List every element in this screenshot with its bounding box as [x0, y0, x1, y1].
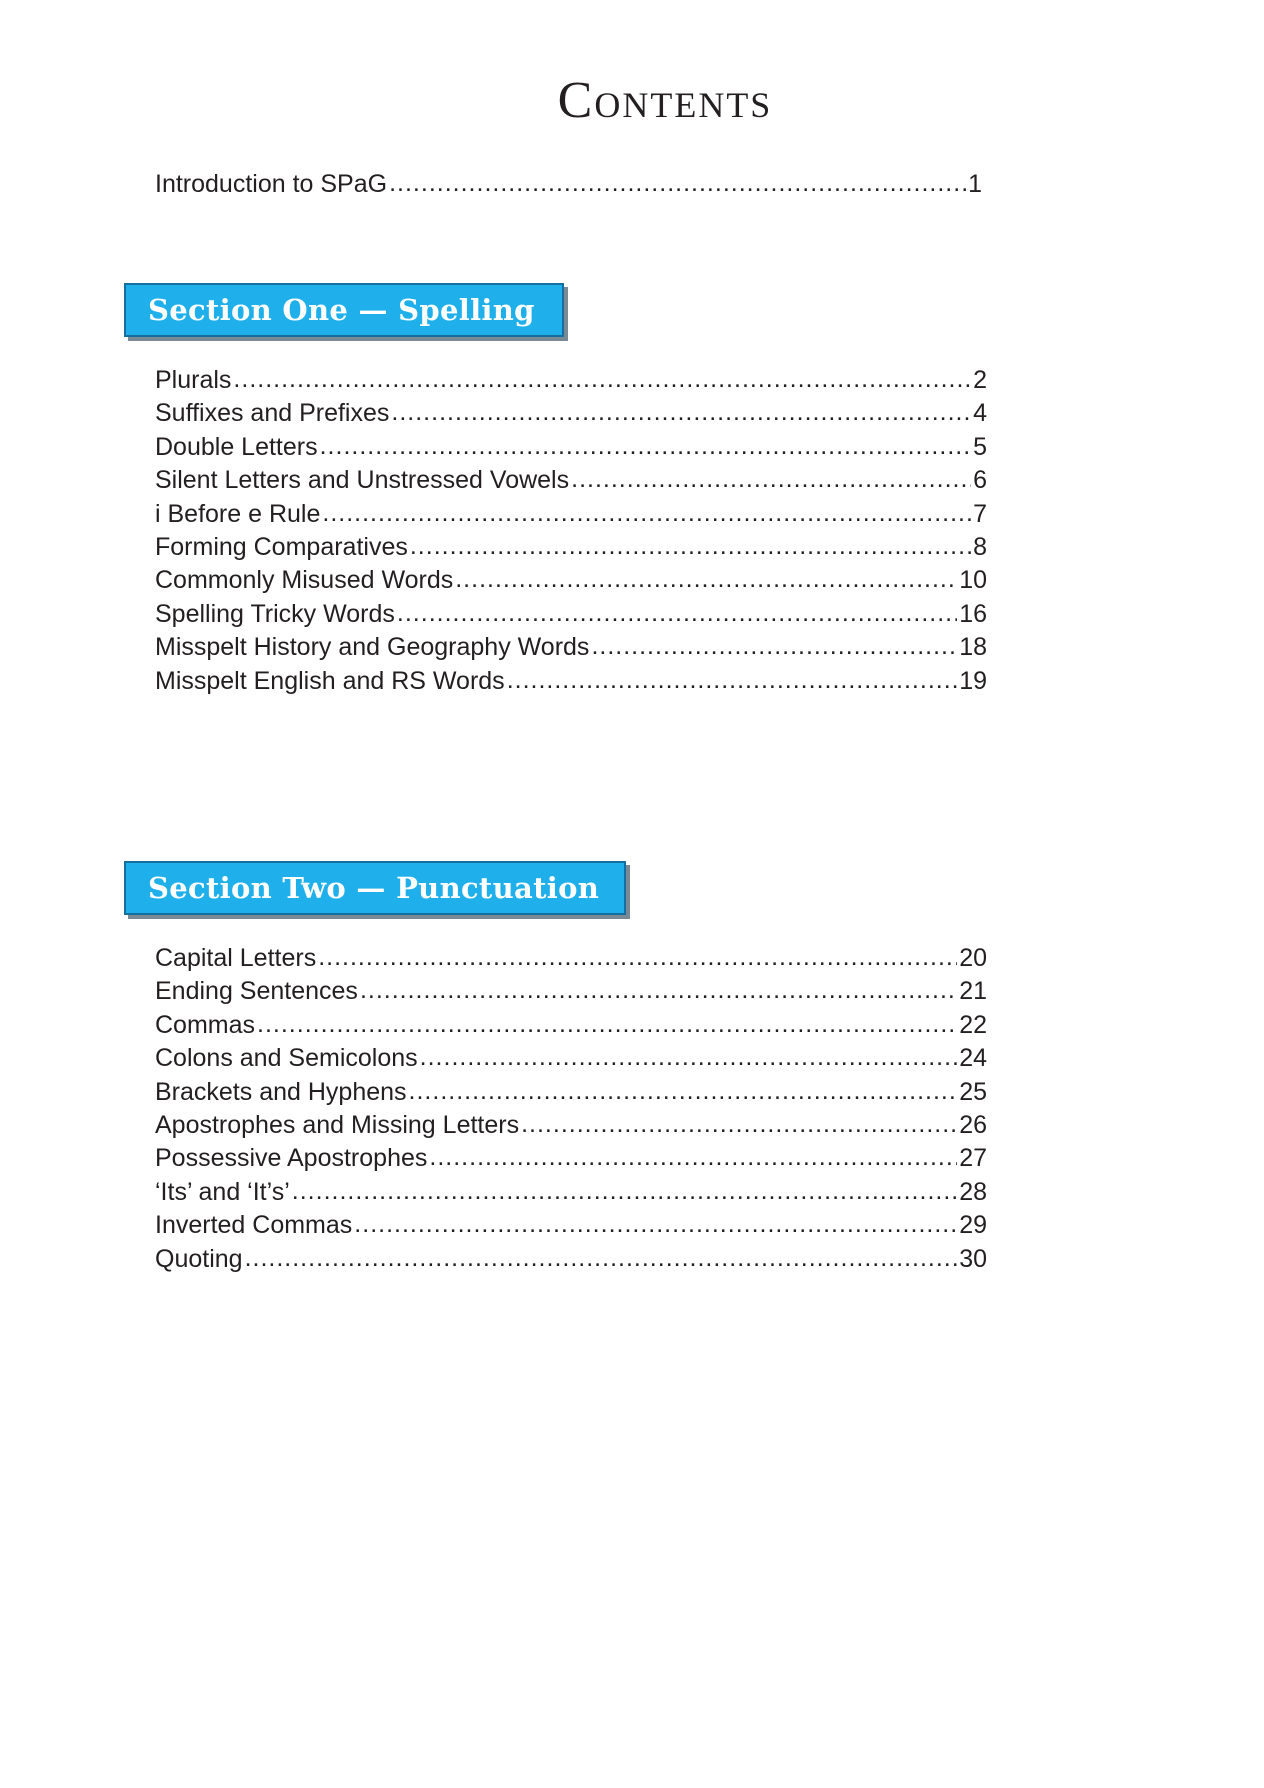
toc-entry[interactable] [155, 1076, 987, 1109]
toc-entry-page-number: 27 [959, 1144, 987, 1173]
toc-entry-page-number: 10 [959, 566, 987, 595]
dot-leader [591, 630, 957, 663]
toc-entry-label: Brackets and Hyphens [155, 1077, 407, 1106]
page-title: Contents [557, 71, 773, 129]
section-two-list [155, 942, 987, 1276]
dot-leader [322, 497, 971, 530]
toc-entry-page-number: 20 [959, 944, 987, 972]
toc-entry-label: Commonly Misused Words [155, 566, 454, 595]
toc-entry-page-number: 5 [973, 432, 987, 461]
dot-leader [397, 597, 957, 630]
toc-entry-label: ‘Its’ and ‘It’s’ [155, 1177, 290, 1206]
toc-entry-page-number: 4 [973, 399, 987, 428]
toc-entry-page-number: 16 [959, 599, 987, 628]
intro-list [155, 168, 982, 201]
toc-entry[interactable] [155, 464, 987, 497]
toc-entry-page-number: 18 [959, 633, 987, 662]
toc-entry-label: Misspelt English and RS Words [155, 666, 505, 695]
dot-leader [507, 664, 958, 697]
toc-entry-label: Inverted Commas [155, 1211, 353, 1240]
toc-entry-label: Introduction to SPaG [155, 170, 388, 198]
toc-entry-label: Plurals [155, 366, 232, 394]
toc-entry[interactable] [155, 942, 987, 975]
toc-entry[interactable] [155, 397, 987, 430]
dot-leader [389, 167, 966, 200]
toc-entry-page-number: 24 [959, 1044, 987, 1073]
toc-entry-page-number: 2 [973, 366, 987, 394]
toc-entry-label: Capital Letters [155, 944, 317, 972]
dot-leader [320, 430, 971, 463]
toc-entry-label: Possessive Apostrophes [155, 1144, 428, 1173]
toc-entry-page-number: 22 [959, 1010, 987, 1039]
dot-leader [521, 1108, 957, 1141]
toc-entry[interactable] [155, 1042, 987, 1075]
toc-entry-page-number: 30 [959, 1244, 987, 1273]
toc-entry-label: Spelling Tricky Words [155, 599, 395, 628]
toc-entry[interactable] [155, 531, 987, 564]
toc-entry[interactable] [155, 1009, 987, 1042]
toc-entry-page-number: 6 [973, 466, 987, 495]
section-two-title: Section Two — Punctuation [148, 871, 600, 905]
toc-entry-page-number: 19 [959, 666, 987, 695]
dot-leader [360, 974, 957, 1007]
dot-leader [391, 396, 971, 429]
toc-entry[interactable] [155, 1243, 987, 1276]
dot-leader [257, 1008, 957, 1041]
toc-entry-label: Suffixes and Prefixes [155, 399, 390, 428]
dot-leader [354, 1208, 957, 1241]
toc-entry[interactable] [155, 168, 982, 201]
toc-entry[interactable] [155, 1142, 987, 1175]
dot-leader [318, 941, 957, 974]
dot-leader [410, 530, 971, 563]
toc-entry-label: Double Letters [155, 432, 318, 461]
toc-entry-label: Quoting [155, 1244, 243, 1273]
toc-entry-label: i Before e Rule [155, 499, 321, 528]
toc-entry-page-number: 29 [959, 1211, 987, 1240]
toc-entry[interactable] [155, 1176, 987, 1209]
toc-entry-label: Colons and Semicolons [155, 1044, 418, 1073]
toc-entry[interactable] [155, 665, 987, 698]
toc-entry-page-number: 8 [973, 532, 987, 561]
toc-entry-page-number: 25 [959, 1077, 987, 1106]
toc-entry-page-number: 7 [973, 499, 987, 528]
toc-entry-page-number: 21 [959, 977, 987, 1006]
toc-entry-label: Commas [155, 1010, 256, 1039]
toc-entry[interactable] [155, 598, 987, 631]
dot-leader [571, 463, 971, 496]
toc-entry[interactable] [155, 364, 987, 397]
toc-entry-page-number: 28 [959, 1177, 987, 1206]
toc-entry[interactable] [155, 1109, 987, 1142]
toc-entry[interactable] [155, 975, 987, 1008]
toc-entry-label: Ending Sentences [155, 977, 358, 1006]
dot-leader [292, 1175, 957, 1208]
section-one-header [124, 283, 564, 337]
toc-entry-page-number: 1 [968, 170, 982, 198]
dot-leader [455, 563, 957, 596]
section-one-title: Section One — Spelling [148, 293, 535, 327]
toc-entry[interactable] [155, 631, 987, 664]
toc-entry[interactable] [155, 1209, 987, 1242]
dot-leader [429, 1141, 957, 1174]
section-two-header [124, 861, 626, 915]
dot-leader [233, 363, 971, 396]
dot-leader [245, 1242, 958, 1275]
toc-entry-label: Forming Comparatives [155, 532, 408, 561]
toc-entry-label: Misspelt History and Geography Words [155, 633, 590, 662]
toc-entry[interactable] [155, 564, 987, 597]
toc-entry-label: Apostrophes and Missing Letters [155, 1110, 520, 1139]
toc-entry[interactable] [155, 431, 987, 464]
toc-entry[interactable] [155, 498, 987, 531]
toc-entry-page-number: 26 [959, 1110, 987, 1139]
dot-leader [409, 1075, 958, 1108]
section-one-list [155, 364, 987, 698]
toc-entry-label: Silent Letters and Unstressed Vowels [155, 466, 570, 495]
dot-leader [420, 1041, 958, 1074]
